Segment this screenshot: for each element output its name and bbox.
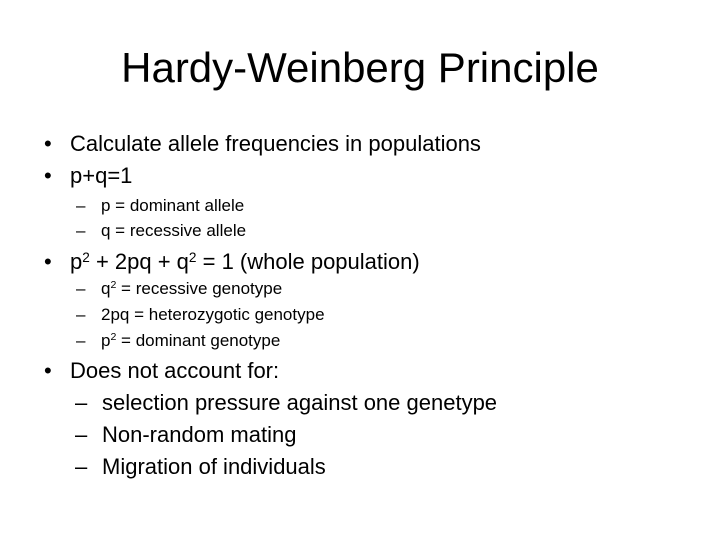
sub-bullet-q: q xyxy=(101,279,111,298)
sub-bullet-p-exponent: 2 xyxy=(110,331,117,344)
sub-bullet-text: Non-random mating xyxy=(102,422,297,447)
bullet-text: Does not account for: xyxy=(70,358,280,383)
dash-icon: – xyxy=(76,196,86,215)
bullet-icon: • xyxy=(44,249,52,274)
bullet-text: p+q=1 xyxy=(70,163,133,188)
bullet-icon: • xyxy=(44,358,52,383)
dash-icon: – xyxy=(76,331,86,350)
equation-p: p xyxy=(70,249,83,274)
equation-text xyxy=(70,251,420,273)
sub-bullet-text: p = dominant allele xyxy=(101,196,245,215)
sub-bullet-p: p xyxy=(101,331,111,350)
bullet-text: Calculate allele frequencies in populations xyxy=(70,131,481,156)
bullet-icon: • xyxy=(44,163,52,188)
slide-title: Hardy-Weinberg Principle xyxy=(121,44,599,91)
sub-bullet-text: q = recessive allele xyxy=(101,221,247,240)
sub-bullet-text: 2pq = heterozygotic genotype xyxy=(101,305,325,324)
equation-mid: + 2pq + q xyxy=(89,249,189,274)
dash-icon: – xyxy=(75,390,88,415)
sub-bullet-text: Migration of individuals xyxy=(102,454,326,479)
equation-q-exponent: 2 xyxy=(188,249,197,265)
bullet-icon: • xyxy=(44,131,52,156)
sub-bullet-tail: = recessive genotype xyxy=(116,279,283,298)
equation-tail: = 1 (whole population) xyxy=(196,249,420,274)
sub-bullet-tail: = dominant genotype xyxy=(116,331,281,350)
sub-bullet-text: selection pressure against one genetype xyxy=(102,390,498,415)
dash-icon: – xyxy=(76,221,86,240)
dash-icon: – xyxy=(76,305,86,324)
sub-bullet-text xyxy=(101,332,280,349)
dash-icon: – xyxy=(76,279,86,298)
equation-p-exponent: 2 xyxy=(82,249,90,265)
dash-icon: – xyxy=(75,422,88,447)
sub-bullet-text xyxy=(101,280,282,297)
sub-bullet-q-exponent: 2 xyxy=(110,279,117,292)
dash-icon: – xyxy=(75,454,88,479)
